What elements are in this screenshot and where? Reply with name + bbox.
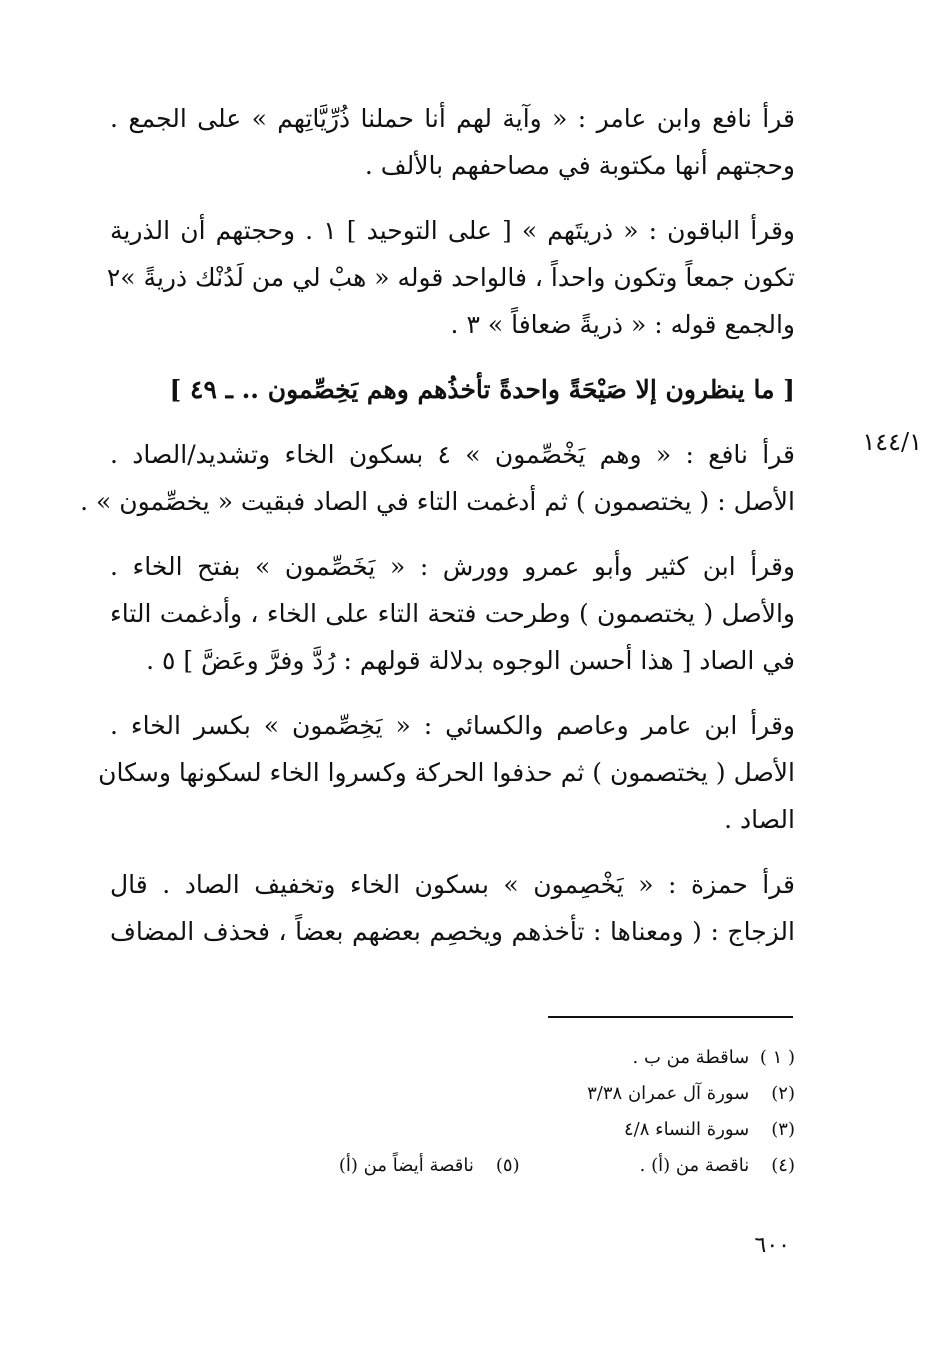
paragraph-4 xyxy=(110,543,795,684)
footnote-number: (٤) xyxy=(771,1155,795,1176)
footnote-number: (٢) xyxy=(771,1083,795,1104)
text-line: الأصل : ( يختصمون ) ثم أدغمت التاء في الصاد فبقيت « يخصِّمون » . xyxy=(80,487,795,516)
text-line: قرأ نافع : « وهم يَخْصِّمون » ٤ بسكون الخاء وتشديد/الصاد . xyxy=(110,440,795,469)
paragraph-1 xyxy=(110,95,795,189)
text-line: قرأ حمزة : « يَخْصِمون » بسكون الخاء وتخفيف الصاد . قال xyxy=(110,870,795,899)
text-line: وقرأ ابن عامر وعاصم والكسائي : « يَخِصِّمون » بكسر الخاء . xyxy=(110,711,795,740)
footnote-3 xyxy=(110,1112,795,1148)
margin-manuscript-ref: ١٤٤/١ xyxy=(862,428,922,456)
footnote-number: ( ١ ) xyxy=(759,1047,795,1068)
text-line: الأصل ( يختصمون ) ثم حذفوا الحركة وكسروا الخاء لسكونها وسكان xyxy=(98,758,795,787)
text-line: وحجتهم أنها مكتوبة في مصاحفهم بالألف . xyxy=(364,151,795,180)
footnote-text: ناقصة من (أ) . xyxy=(639,1155,750,1176)
footnote-number: (٥) xyxy=(495,1155,520,1176)
footnote-text: ساقطة من ب . xyxy=(632,1047,750,1068)
footnote-row xyxy=(110,1148,795,1184)
text-line: وقرأ ابن كثير وأبو عمرو وورش : « يَخَصِّمون » بفتح الخاء . xyxy=(110,552,795,581)
text-line: تكون جمعاً وتكون واحداً ، فالواحد قوله « هبْ لي من لَدُنْك ذريةً »٢ xyxy=(106,263,795,292)
footnotes xyxy=(110,1040,795,1184)
text-line: وقرأ الباقون : « ذريتَهم » [ على التوحيد ] ١ . وحجتهم أن الذرية xyxy=(110,216,795,245)
page-body xyxy=(80,95,795,973)
footnote-1 xyxy=(110,1040,795,1076)
footnote-4 xyxy=(640,1148,795,1184)
footnote-text: سورة آل عمران ٣/٣٨ xyxy=(587,1083,750,1104)
paragraph-2 xyxy=(106,207,795,348)
footnote-text: ناقصة أيضاً من (أ) xyxy=(338,1155,474,1176)
text-line: والأصل ( يختصمون ) وطرحت فتحة التاء على الخاء ، وأدغمت التاء xyxy=(110,599,795,628)
text-line: في الصاد [ هذا أحسن الوجوه بدلالة قولهم : رُدَّ وفرَّ وعَضَّ ] ٥ . xyxy=(146,646,795,675)
paragraph-5 xyxy=(98,702,795,843)
footnote-2 xyxy=(110,1076,795,1112)
page-number: ٦٠٠ xyxy=(754,1233,790,1258)
text-line: الزجاج : ( ومعناها : تأخذهم ويخصِم بعضهم بعضاً ، فحذف المضاف xyxy=(110,917,795,946)
footnote-number: (٣) xyxy=(771,1119,795,1140)
text-line: والجمع قوله : « ذريةً ضعافاً » ٣ . xyxy=(450,310,795,339)
footnote-text: سورة النساء ٤/٨ xyxy=(623,1119,750,1140)
footnote-5 xyxy=(339,1148,520,1184)
text-line: الصاد . xyxy=(724,805,795,834)
paragraph-6 xyxy=(110,861,795,955)
verse-heading: [ ما ينظرون إلا صَيْحَةً واحدةً تأخذُهم وهم يَخِصِّمون .. ـ ٤٩ ] xyxy=(169,375,795,404)
paragraph-3 xyxy=(80,431,795,525)
footnote-divider xyxy=(548,1016,793,1018)
text-line: قرأ نافع وابن عامر : « وآية لهم أنا حملنا ذُرِّيَّاتِهم » على الجمع . xyxy=(110,104,795,133)
